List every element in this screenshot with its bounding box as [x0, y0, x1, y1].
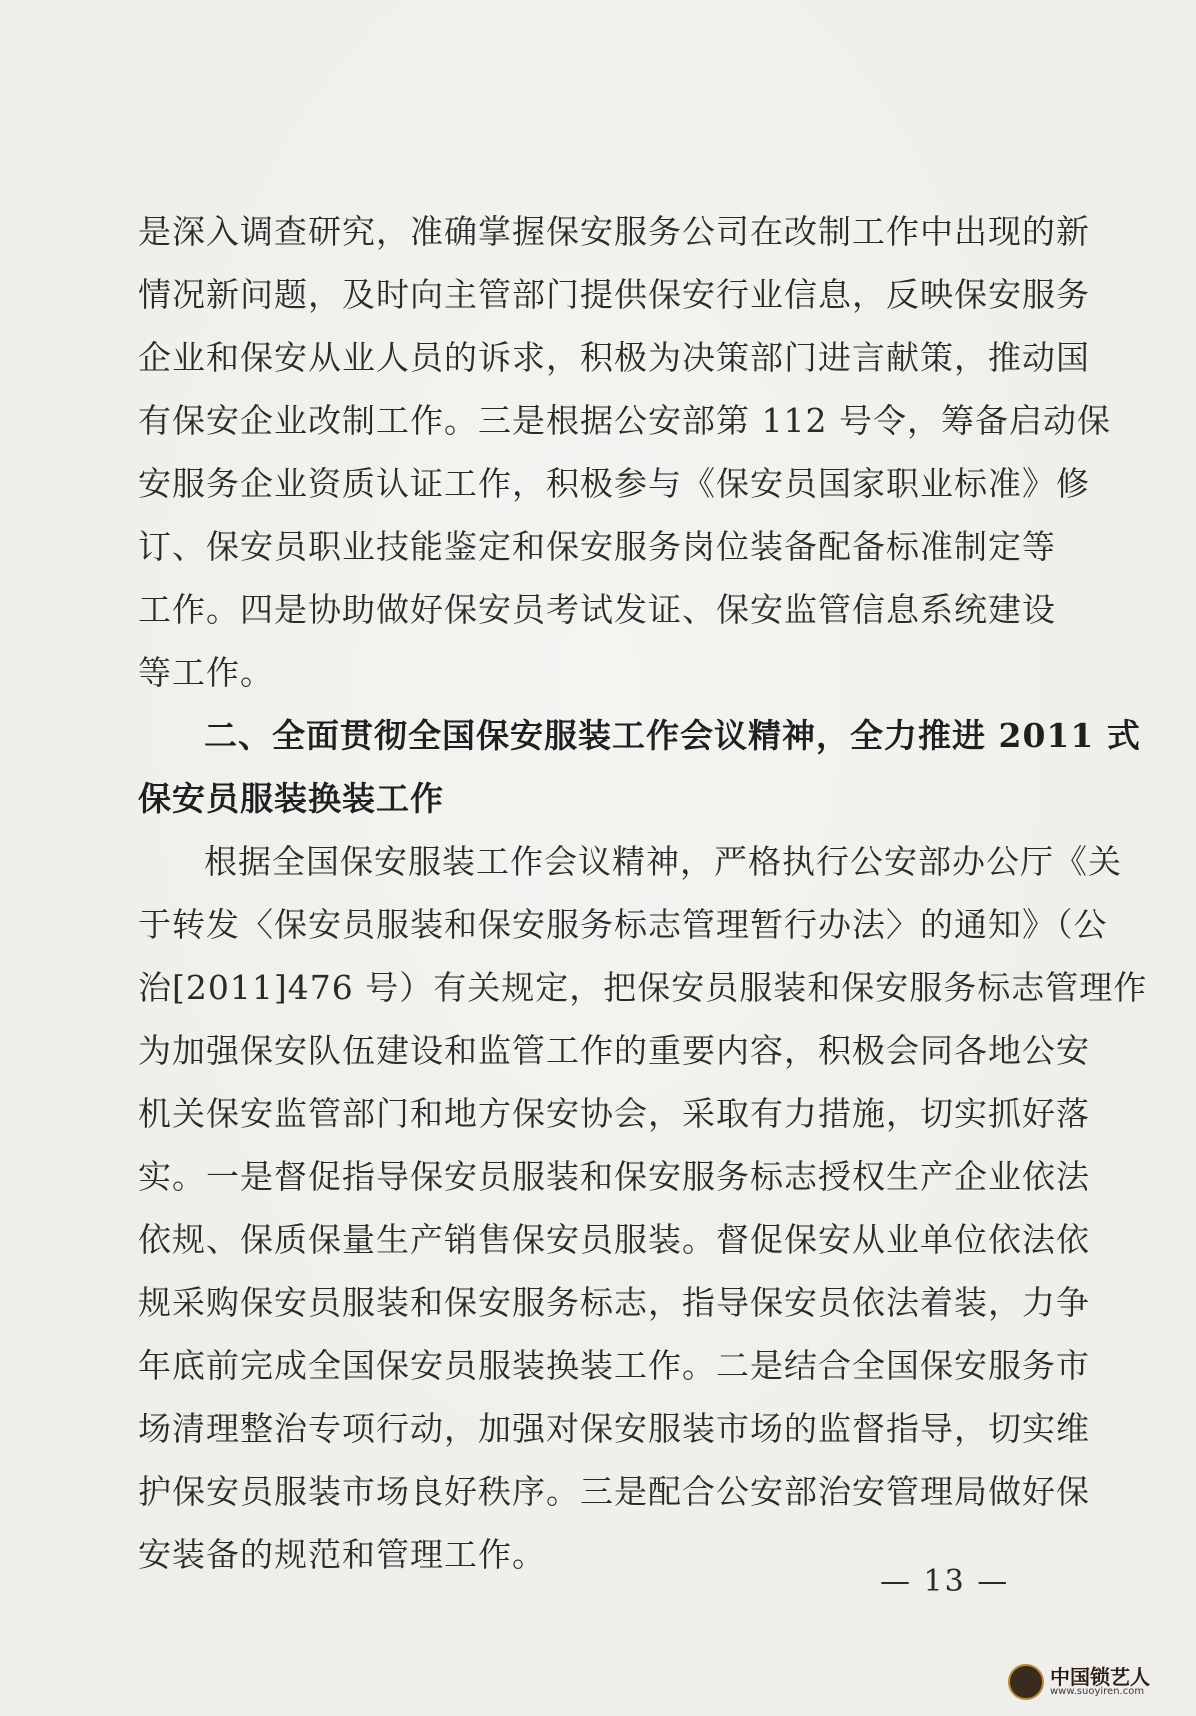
- text-line: 等工作。: [138, 653, 274, 692]
- watermark-url: www.suoyiren.com: [1050, 1686, 1145, 1697]
- seal-icon: [1008, 1664, 1044, 1700]
- page-number: — 13 —: [880, 1564, 1010, 1599]
- text-line: 有保安企业改制工作。三是根据公安部第 112 号令，筹备启动保: [138, 401, 1111, 440]
- text-line: 于转发〈保安员服装和保安服务标志管理暂行办法〉的通知》（公: [138, 905, 1108, 944]
- text-line: 为加强保安队伍建设和监管工作的重要内容，积极会同各地公安: [138, 1031, 1090, 1070]
- text-line: 是深入调查研究，准确掌握保安服务公司在改制工作中出现的新: [138, 212, 1090, 251]
- text-line: 依规、保质保量生产销售保安员服装。督促保安从业单位依法依: [138, 1220, 1090, 1259]
- document-body: [138, 200, 1148, 1586]
- text-line: 治[2011]476 号）有关规定，把保安员服装和保安服务标志管理作: [138, 968, 1148, 1007]
- site-watermark: [1008, 1660, 1178, 1704]
- text-line: 年底前完成全国保安员服装换装工作。二是结合全国保安服务市: [138, 1346, 1090, 1385]
- text-line: 安服务企业资质认证工作，积极参与《保安员国家职业标准》修: [138, 464, 1090, 503]
- text-line: 机关保安监管部门和地方保安协会，采取有力措施，切实抓好落: [138, 1094, 1090, 1133]
- section-heading: 二、全面贯彻全国保安服装工作会议精神，全力推进 2011 式: [204, 716, 1141, 755]
- text-line: 订、保安员职业技能鉴定和保安服务岗位装备配备标准制定等: [138, 527, 1056, 566]
- text-line: 企业和保安从业人员的诉求，积极为决策部门进言献策，推动国: [138, 338, 1090, 377]
- text-line: 安装备的规范和管理工作。: [138, 1535, 546, 1574]
- text-line: 护保安员服装市场良好秩序。三是配合公安部治安管理局做好保: [138, 1472, 1090, 1511]
- paragraph-first-line: 根据全国保安服装工作会议精神，严格执行公安部办公厅《关: [204, 842, 1122, 881]
- watermark-text: [1050, 1667, 1150, 1697]
- text-line: 规采购保安员服装和保安服务标志，指导保安员依法着装，力争: [138, 1283, 1090, 1322]
- section-heading-continued: 保安员服装换装工作: [138, 779, 444, 818]
- text-line: 情况新问题，及时向主管部门提供保安行业信息，反映保安服务: [138, 275, 1090, 314]
- watermark-name: 中国锁艺人: [1050, 1665, 1150, 1689]
- text-line: 实。一是督促指导保安员服装和保安服务标志授权生产企业依法: [138, 1157, 1090, 1196]
- text-line: 工作。四是协助做好保安员考试发证、保安监管信息系统建设: [138, 590, 1056, 629]
- text-line: 场清理整治专项行动，加强对保安服装市场的监督指导，切实维: [138, 1409, 1090, 1448]
